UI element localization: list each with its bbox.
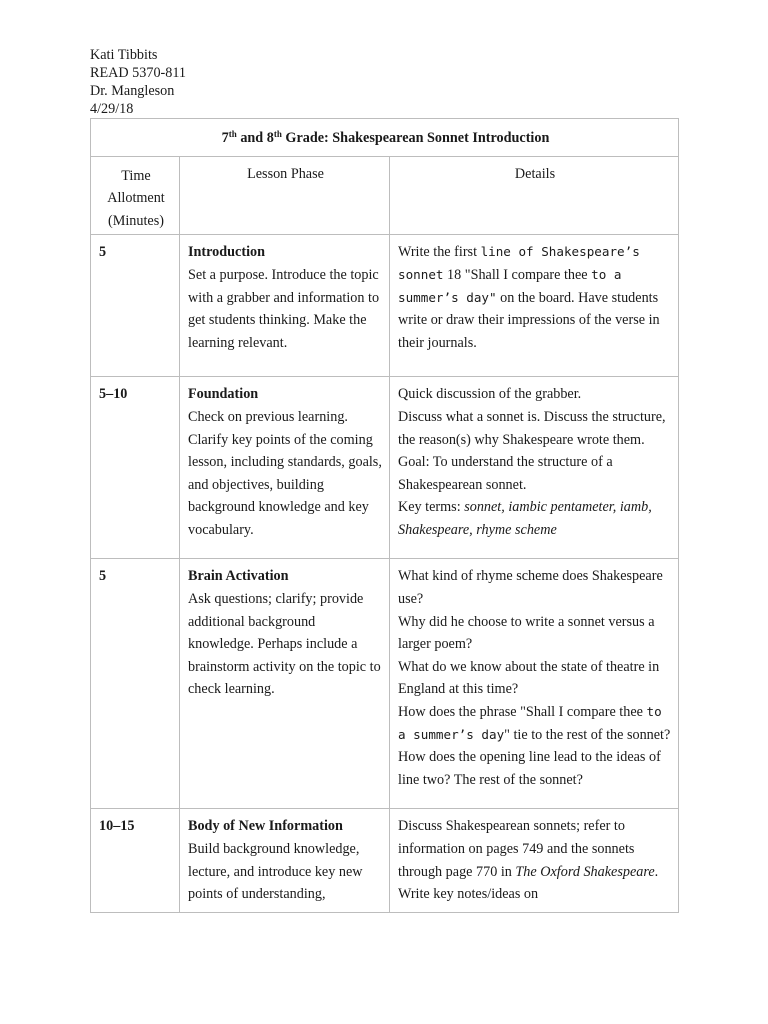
table-title [91,119,679,157]
title-sup-1: th [228,129,237,139]
row-details [390,809,679,912]
phase-title: Foundation [188,386,259,403]
book-title: The Oxford Shakespeare [515,863,655,880]
question-5: How does the opening line lead to the ideas of line two? The rest of the sonnet? [398,749,661,788]
table-row [91,235,679,377]
phase-description: Build background knowledge, lecture, and introduce key new points of understanding, [188,840,363,903]
row-phase [180,377,390,559]
details-text: 18 "Shall I compare thee [447,266,592,283]
column-header-time-line-1: Time [121,167,151,184]
question-4 [398,701,672,746]
details-text-mono: line of Shakespeare’s sonnet [398,244,640,282]
row-phase [180,235,390,377]
document-date: 4/29/18 [90,101,134,117]
details-line: Quick discussion of the grabber. [398,386,582,403]
details-text: Discuss Shakespearean sonnets; refer to information on pages 749 and the sonnets through page 770 in [398,818,635,880]
author-name: Kati Tibbits [90,47,158,63]
phase-title: Body of New Information [188,818,343,835]
details-line: Discuss what a sonnet is. Discuss the structure, the reason(s) why Shakespeare wrote them. [398,408,666,448]
course-code: READ 5370-811 [90,65,187,81]
title-grade-8: and 8 [236,130,274,146]
table-row [91,377,679,559]
question-4-part-a: How does the phrase "Shall I compare thee [398,703,647,720]
details-text: on the board. Have students write or draw their impressions of the verse in their journals. [398,289,660,351]
question-2: Why did he choose to write a sonnet versus a larger poem? [398,613,655,653]
question-4-part-b: " tie to the rest of the sonnet? [504,726,671,743]
question-4-quote: to a summer’s day [398,703,662,742]
row-time: 10–15 [91,809,180,912]
key-terms-label: Key terms: [398,499,465,516]
row-time: 5 [91,235,180,377]
question-3: What do we know about the state of theatre in England at this time? [398,658,660,698]
row-details [390,377,679,559]
details-text: Write the first [398,244,481,261]
details-line: Goal: To understand the structure of a Shakespearean sonnet. [398,454,613,493]
table-row [91,559,679,809]
instructor-name: Dr. Mangleson [90,83,175,99]
title-grade-7: 7 [221,130,229,146]
title-sup-2: th [273,129,282,139]
lesson-plan-table [90,118,679,913]
row-time: 5 [91,559,180,809]
row-time: 5–10 [91,377,180,559]
column-header-time-line-3: (Minutes) [108,212,164,229]
table-row [91,809,679,912]
row-phase [180,559,390,809]
details-text: . Write key notes/ideas on [398,863,659,903]
column-header-time [91,156,180,235]
phase-description: Ask questions; clarify; provide additional background knowledge. Perhaps include a brainstorm activity on the topic to check learning. [188,590,381,698]
phase-description: Check on previous learning. Clarify key points of the coming lesson, including standards, goals, and objectives, building background knowledge and key vocabulary. [188,408,382,538]
key-terms-list: sonnet, iambic pentameter, iamb, Shakespeare, rhyme scheme [398,499,652,538]
row-details [390,559,679,809]
column-header-details: Details [390,156,679,235]
column-header-row [91,156,679,235]
phase-title: Introduction [188,244,265,261]
document-header [90,46,186,118]
title-rest: Grade: Shakespearean Sonnet Introduction [281,130,550,146]
column-header-time-line-2: Allotment [107,190,165,207]
phase-description: Set a purpose. Introduce the topic with a grabber and information to get students thinking. Make the learning relevant. [188,266,380,351]
row-details [390,235,679,377]
phase-title: Brain Activation [188,568,289,585]
row-phase [180,809,390,912]
details-text-mono: to a summer’s day" [398,266,622,305]
question-1: What kind of rhyme scheme does Shakespeare use? [398,568,663,607]
column-header-phase: Lesson Phase [180,156,390,235]
